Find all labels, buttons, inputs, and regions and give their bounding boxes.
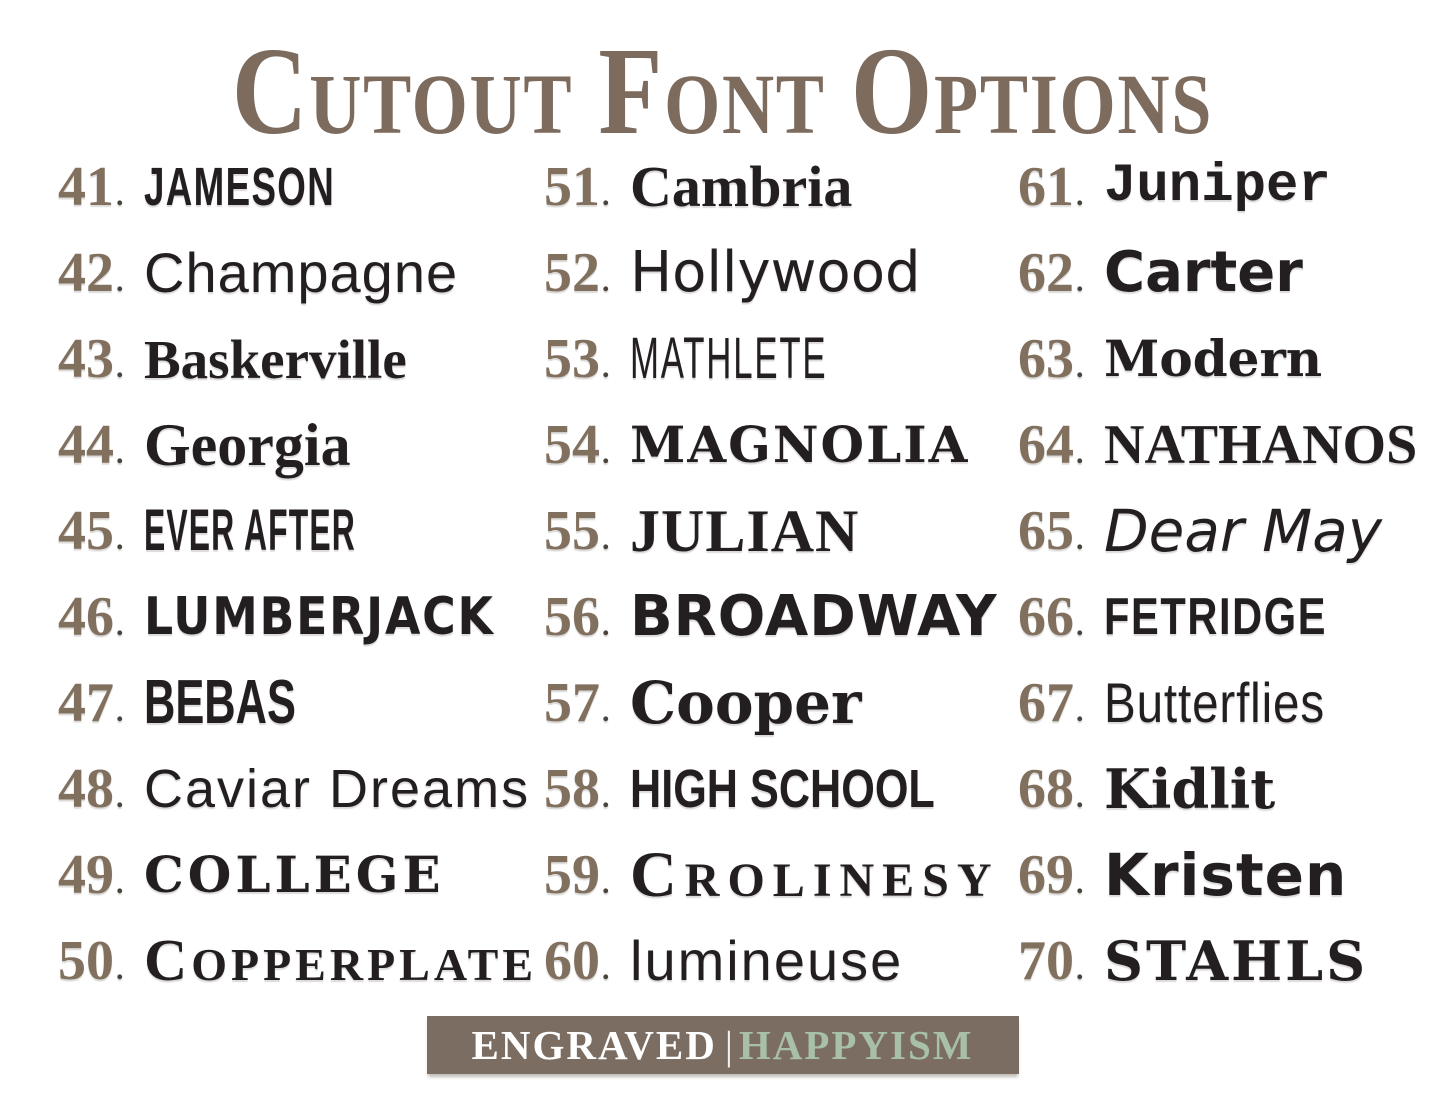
font-name-sample: EVER AFTER <box>144 498 356 563</box>
font-list <box>0 144 1445 1004</box>
font-name-sample: BEBAS <box>144 668 296 737</box>
font-name-sample: Carter <box>1104 240 1303 305</box>
number-dot: . <box>602 953 610 986</box>
font-name-sample: BROADWAY <box>630 584 998 649</box>
brand-name-engraved: ENGRAVED <box>471 1022 717 1068</box>
font-item <box>58 316 544 402</box>
font-number: 67. <box>1018 672 1084 734</box>
font-number: 46. <box>58 586 124 648</box>
font-item <box>1018 316 1445 402</box>
font-number: 65. <box>1018 500 1084 562</box>
number-dot: . <box>1076 609 1084 642</box>
font-number: 66. <box>1018 586 1084 648</box>
font-number: 42. <box>58 242 124 304</box>
font-number: 62. <box>1018 242 1084 304</box>
number-dot: . <box>1076 179 1084 212</box>
font-name-sample: MATHLETE <box>630 326 828 391</box>
font-name-sample: Georgia <box>144 412 351 478</box>
font-column-1 <box>58 144 544 1004</box>
number-dot: . <box>1076 265 1084 298</box>
font-name-sample: Butterflies <box>1104 671 1325 734</box>
number-dot: . <box>602 867 610 900</box>
font-item <box>58 402 544 488</box>
font-column-2 <box>544 144 1018 1004</box>
font-name-sample: lumineuse <box>630 929 904 992</box>
title-word: OPTIONS <box>850 22 1214 160</box>
font-item <box>58 230 544 316</box>
font-number: 57. <box>544 672 610 734</box>
number-dot: . <box>116 781 124 814</box>
font-item <box>1018 918 1445 1004</box>
font-name-sample: MAGNOLIA <box>630 415 970 474</box>
font-number: 69. <box>1018 844 1084 906</box>
number-dot: . <box>602 523 610 556</box>
font-name-sample: Caviar Dreams <box>144 759 531 819</box>
number-dot: . <box>602 437 610 470</box>
font-name-sample: HIGH SCHOOL <box>630 759 935 819</box>
font-name-sample: Champagne <box>144 241 459 304</box>
number-dot: . <box>602 781 610 814</box>
font-number: 47. <box>58 672 124 734</box>
font-number: 52. <box>544 242 610 304</box>
number-dot: . <box>116 265 124 298</box>
font-item <box>1018 746 1445 832</box>
font-name-sample: Hollywood <box>630 240 921 305</box>
font-item <box>544 488 1018 574</box>
font-name-sample: Dear May <box>1104 497 1383 565</box>
number-dot: . <box>116 437 124 470</box>
font-name-sample: Kidlit <box>1104 757 1276 821</box>
font-name-sample: Modern <box>1104 329 1323 388</box>
font-options-sheet <box>0 10 1445 1094</box>
number-dot: . <box>602 695 610 728</box>
font-number: 60. <box>544 930 610 992</box>
title-word: FONT <box>598 22 826 160</box>
font-item <box>1018 574 1445 660</box>
font-number: 58. <box>544 758 610 820</box>
font-name-sample: COPPERPLATE <box>144 927 538 994</box>
number-dot: . <box>1076 867 1084 900</box>
font-number: 64. <box>1018 414 1084 476</box>
font-name-sample: Baskerville <box>144 328 407 390</box>
font-number: 49. <box>58 844 124 906</box>
font-column-3 <box>1018 144 1445 1004</box>
font-item <box>544 746 1018 832</box>
number-dot: . <box>602 265 610 298</box>
font-number: 51. <box>544 156 610 218</box>
font-number: 43. <box>58 328 124 390</box>
font-item <box>544 832 1018 918</box>
title-word: CUTOUT <box>231 22 574 160</box>
font-number: 55. <box>544 500 610 562</box>
font-name-sample: LUMBERJACK <box>144 587 495 647</box>
font-item <box>1018 488 1445 574</box>
brand-name-happyism: HAPPYISM <box>738 1022 974 1068</box>
number-dot: . <box>116 351 124 384</box>
number-dot: . <box>1076 437 1084 470</box>
font-name-sample: FETRIDGE <box>1104 588 1328 646</box>
font-name-sample: JAMESON <box>144 157 336 217</box>
font-item <box>544 402 1018 488</box>
font-name-sample: STAHLS <box>1104 929 1369 993</box>
font-name-sample: Kristen <box>1104 841 1348 909</box>
font-item <box>58 832 544 918</box>
font-item <box>58 660 544 746</box>
font-number: 50. <box>58 930 124 992</box>
font-number: 56. <box>544 586 610 648</box>
font-name-sample: Cambria <box>630 154 853 219</box>
font-item <box>1018 660 1445 746</box>
font-item <box>58 918 544 1004</box>
font-item <box>1018 230 1445 316</box>
font-item <box>544 574 1018 660</box>
number-dot: . <box>116 695 124 728</box>
font-item <box>544 230 1018 316</box>
number-dot: . <box>1076 781 1084 814</box>
number-dot: . <box>1076 351 1084 384</box>
font-number: 70. <box>1018 930 1084 992</box>
font-item <box>58 746 544 832</box>
font-item <box>544 660 1018 746</box>
brand-separator: | <box>724 1022 733 1068</box>
font-number: 68. <box>1018 758 1084 820</box>
font-number: 63. <box>1018 328 1084 390</box>
font-item <box>544 316 1018 402</box>
font-number: 53. <box>544 328 610 390</box>
page-title <box>116 10 1330 160</box>
font-name-sample: Juniper <box>1104 156 1331 217</box>
font-number: 59. <box>544 844 610 906</box>
font-item <box>1018 832 1445 918</box>
font-name-sample: NATHANOS <box>1104 414 1418 476</box>
font-number: 54. <box>544 414 610 476</box>
number-dot: . <box>116 523 124 556</box>
font-number: 45. <box>58 500 124 562</box>
number-dot: . <box>602 609 610 642</box>
font-item <box>58 488 544 574</box>
font-item <box>58 574 544 660</box>
number-dot: . <box>602 179 610 212</box>
font-name-sample: Cooper <box>630 669 862 737</box>
number-dot: . <box>116 953 124 986</box>
font-number: 48. <box>58 758 124 820</box>
font-number: 44. <box>58 414 124 476</box>
font-name-sample: JULIAN <box>630 498 860 564</box>
number-dot: . <box>1076 695 1084 728</box>
number-dot: . <box>1076 523 1084 556</box>
number-dot: . <box>602 351 610 384</box>
brand-banner <box>427 1016 1019 1074</box>
font-number: 61. <box>1018 156 1084 218</box>
font-number: 41. <box>58 156 124 218</box>
font-item <box>544 918 1018 1004</box>
font-item <box>1018 402 1445 488</box>
font-name-sample: CROLINESY <box>630 838 1000 911</box>
number-dot: . <box>1076 953 1084 986</box>
number-dot: . <box>116 609 124 642</box>
font-name-sample: COLLEGE <box>144 845 445 904</box>
number-dot: . <box>116 867 124 900</box>
number-dot: . <box>116 179 124 212</box>
